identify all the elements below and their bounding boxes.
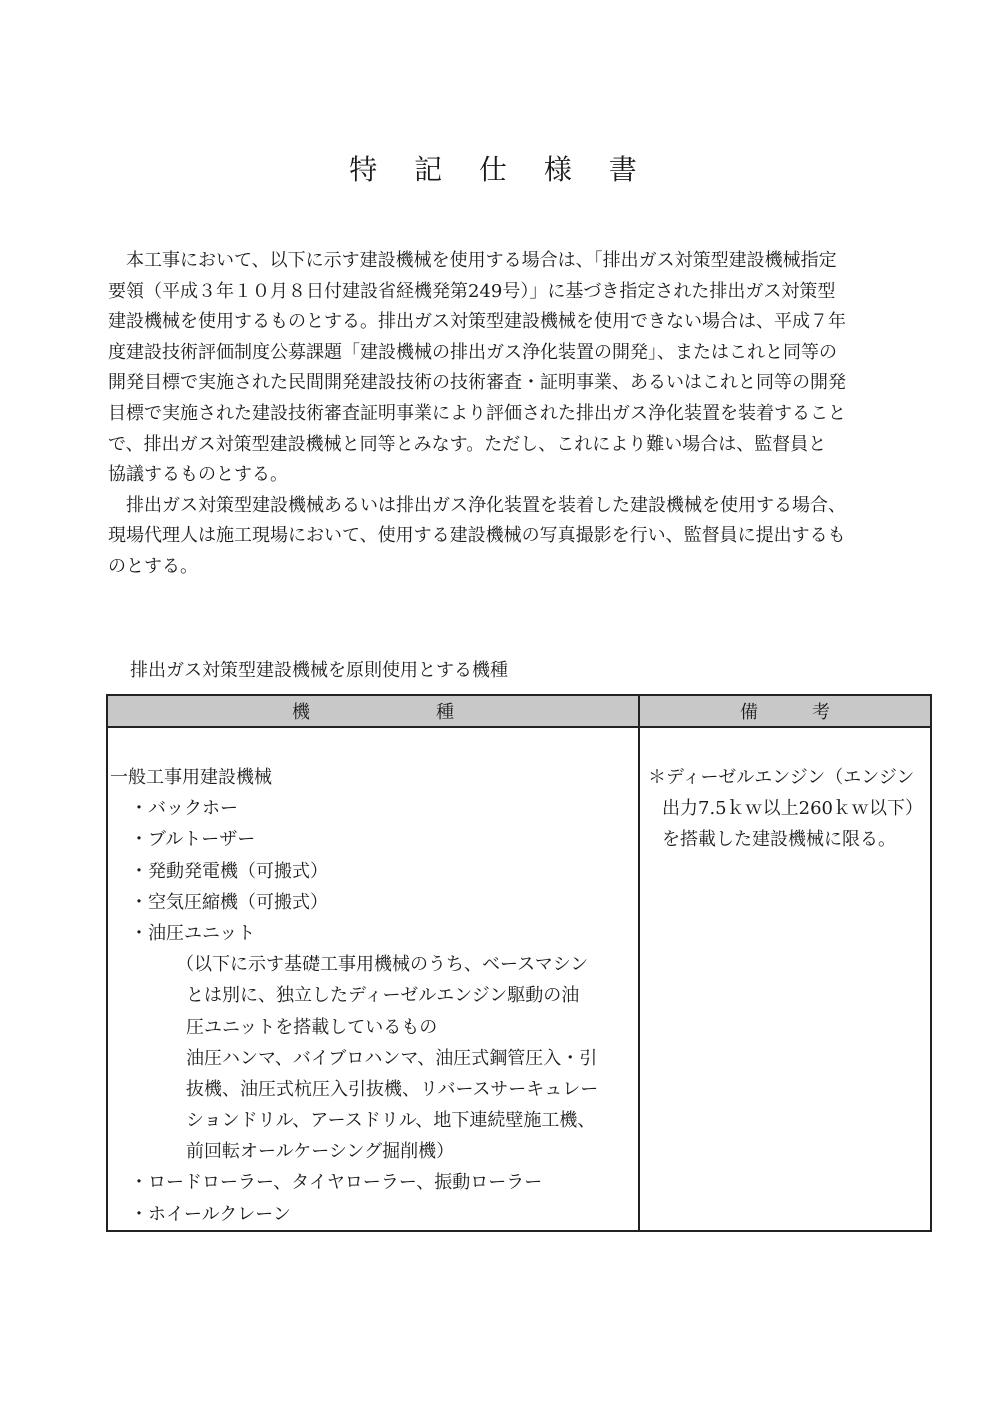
machine-item: ・ロードローラー、タイヤローラー、振動ローラー — [130, 1172, 543, 1194]
table-row — [107, 727, 931, 1231]
machine-note-line: 抜機、油圧式杭圧入引抜機、リバースサーキュレー — [186, 1078, 599, 1100]
paragraph-line: で、排出ガス対策型建設機械と同等とみなす。ただし、これにより難い場合は、監督員と — [108, 433, 827, 455]
machine-note-line: （以下に示す基礎工事用機械のうち、ベースマシン — [176, 954, 589, 976]
header-machine-type: 機 種 — [107, 695, 639, 727]
paragraph-line: 目標で実施された建設技術審査証明事業により評価された排出ガス浄化装置を装着すること — [108, 402, 846, 424]
machine-item: ・バックホー — [130, 798, 238, 820]
remarks-line: 出力7.5ｋｗ以上260ｋｗ以下） — [662, 798, 923, 820]
paragraph-line: 排出ガス対策型建設機械あるいは排出ガス浄化装置を装着した建設機械を使用する場合、 — [108, 494, 846, 516]
machine-category: 一般工事用建設機械 — [110, 767, 272, 788]
machine-note-line: ションドリル、アースドリル、地下連続壁施工機、 — [186, 1110, 596, 1132]
remarks-line: を搭載した建設機械に限る。 — [662, 829, 896, 851]
table-header-row — [107, 695, 931, 727]
machine-item: ・空気圧縮機（可搬式） — [130, 891, 328, 913]
header-remarks: 備 考 — [639, 695, 931, 727]
machine-note-line: 油圧ハンマ、バイブロハンマ、油圧式鋼管圧入・引 — [186, 1047, 598, 1069]
paragraph-line: 協議するものとする。 — [108, 464, 288, 486]
remarks-cell — [639, 727, 931, 1231]
paragraph-line: 現場代理人は施工現場において、使用する建設機械の写真撮影を行い、監督員に提出するも — [108, 525, 846, 547]
paragraph-line: 要領（平成３年１０月８日付建設省経機発第249号）」に基づき指定された排出ガス対策型 — [108, 280, 836, 302]
machine-item: ・油圧ユニット — [130, 922, 256, 944]
machine-note-line: とは別に、独立したディーゼルエンジン駆動の油 — [186, 985, 580, 1007]
machine-type-table — [106, 694, 932, 1232]
paragraph-line: 度建設技術評価制度公募課題「建設機械の排出ガス浄化装置の開発」、またはこれと同等の — [108, 341, 837, 363]
paragraph-line: 建設機械を使用するものとする。排出ガス対策型建設機械を使用できない場合は、平成７年 — [108, 311, 846, 333]
machine-type-cell — [107, 727, 639, 1231]
body-text — [108, 246, 908, 583]
paragraph-line: 本工事において、以下に示す建設機械を使用する場合は、「排出ガス対策型建設機械指定 — [108, 250, 837, 271]
machine-note-line: 前回転オールケーシング掘削機） — [186, 1141, 455, 1163]
machine-note-line: 圧ユニットを搭載しているもの — [186, 1016, 438, 1038]
paragraph-line: のとする。 — [108, 555, 198, 577]
machine-item: ・ブルトーザー — [130, 829, 256, 851]
paragraph-line: 開発目標で実施された民間開発建設技術の技術審査・証明事業、あるいはこれと同等の開発 — [108, 372, 846, 394]
remarks-line: ＊ディーゼルエンジン（エンジン — [648, 767, 915, 788]
machine-item: ・発動発電機（可搬式） — [130, 860, 328, 882]
table-caption: 排出ガス対策型建設機械を原則使用とする機種 — [130, 660, 508, 681]
machine-item: ・ホイールクレーン — [130, 1203, 291, 1225]
document-title: 特 記 仕 様 書 — [349, 153, 651, 186]
